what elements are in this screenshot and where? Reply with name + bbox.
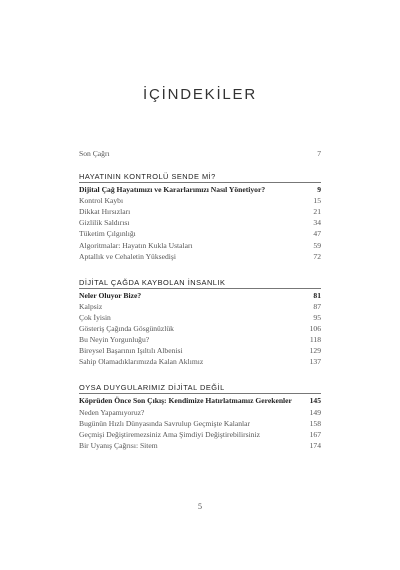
section-rule (79, 182, 321, 183)
toc-entry (79, 228, 321, 239)
toc-entry (79, 206, 321, 217)
toc-entry-label: Köprüden Önce Son Çıkış: Kendimize Hatırlatmamız Gerekenler (79, 396, 292, 406)
toc-entry-label: Gösteriş Çağında Gösgünüzlük (79, 324, 174, 334)
toc-entry-page: 167 (309, 429, 321, 439)
toc-entry-page: 87 (313, 301, 321, 311)
toc-entry-page: 81 (313, 290, 321, 300)
toc-entry-page: 34 (313, 218, 321, 228)
toc-entry-label: Bu Neyin Yorgunluğu? (79, 335, 150, 345)
toc-entry-label: Bir Uyanış Çağrısı: Sitem (79, 440, 158, 450)
section-rule (79, 288, 321, 289)
page-title: İÇİNDEKİLER (143, 86, 257, 103)
toc-entry-label: Gizlilik Saldırısı (79, 218, 130, 228)
toc-entry (79, 323, 321, 334)
toc-entry-page: 106 (309, 324, 321, 334)
toc-entry (79, 195, 321, 206)
toc-entry-page: 95 (313, 312, 321, 322)
section-heading: HAYATININ KONTROLÜ SENDE Mİ? (79, 172, 216, 182)
toc-entry-label: Geçmişi Değiştiremezsiniz Ama Şimdiyi Değiştirebilirsiniz (79, 429, 260, 439)
toc-entry-page: 7 (317, 149, 321, 158)
toc-entry (79, 395, 321, 406)
toc-entry-page: 118 (309, 335, 321, 345)
toc-entry (79, 312, 321, 323)
toc-entry (79, 334, 321, 345)
toc-entry (79, 217, 321, 228)
toc-entry-page: 137 (309, 357, 321, 367)
toc-entry (79, 184, 321, 195)
toc-entry-page: 158 (309, 418, 321, 428)
toc-entry-label: Kontrol Kaybı (79, 196, 124, 206)
toc-entry-intro (79, 148, 321, 159)
toc-entry-label: Kalpsiz (79, 301, 103, 311)
toc-entry-page: 174 (309, 440, 321, 450)
toc-entry (79, 356, 321, 367)
toc-entry-label: Neler Oluyor Bize? (79, 290, 142, 300)
toc-entry-label: Dikkat Hırsızları (79, 207, 131, 217)
toc-entry (79, 301, 321, 312)
section-heading: OYSA DUYGULARIMIZ DİJİTAL DEĞİL (79, 383, 225, 393)
toc-entry-label: Algoritmalar: Hayatın Kukla Ustaları (79, 240, 193, 250)
toc-entry-page: 9 (317, 185, 321, 195)
toc-entry (79, 290, 321, 301)
toc-entry-page: 15 (313, 196, 321, 206)
toc-entry-label: Dijital Çağ Hayatımızı ve Kararlarımızı Nasıl Yönetiyor? (79, 185, 266, 195)
toc-entry-label: Sahip Olamadıklarımızda Kalan Aklımız (79, 357, 204, 367)
section-heading: DİJİTAL ÇAĞDA KAYBOLAN İNSANLIK (79, 277, 226, 287)
table-of-contents (79, 148, 321, 451)
toc-entry-label: Bireysel Başarının Işıltılı Albenisi (79, 346, 183, 356)
toc-entry-label: Çok İyisin (79, 312, 111, 322)
toc-section (79, 171, 321, 262)
toc-section (79, 382, 321, 450)
toc-entry (79, 429, 321, 440)
section-rule (79, 393, 321, 394)
toc-entry-page: 145 (309, 396, 321, 406)
toc-entry-page: 72 (313, 251, 321, 261)
toc-entry (79, 440, 321, 451)
toc-entry (79, 418, 321, 429)
toc-entry-page: 129 (309, 346, 321, 356)
toc-entry-label: Neden Yapamıyoruz? (79, 407, 145, 417)
toc-entry-page: 59 (313, 240, 321, 250)
toc-entry-page: 21 (313, 207, 321, 217)
toc-entry-label: Tüketim Çılgınlığı (79, 229, 136, 239)
toc-entry-label: Bugünün Hızlı Dünyasında Savrulup Geçmişte Kalanlar (79, 418, 251, 428)
toc-entry-label: Aptallık ve Cehaletin Yüksedişi (79, 251, 176, 261)
toc-entry (79, 345, 321, 356)
toc-entry (79, 251, 321, 262)
toc-sections (79, 171, 321, 451)
toc-section (79, 277, 321, 368)
page-number: 5 (198, 502, 202, 511)
toc-entry (79, 240, 321, 251)
toc-entry-page: 47 (313, 229, 321, 239)
toc-entry (79, 407, 321, 418)
toc-entry-page: 149 (309, 407, 321, 417)
toc-entry-label: Son Çağrı (79, 149, 110, 158)
